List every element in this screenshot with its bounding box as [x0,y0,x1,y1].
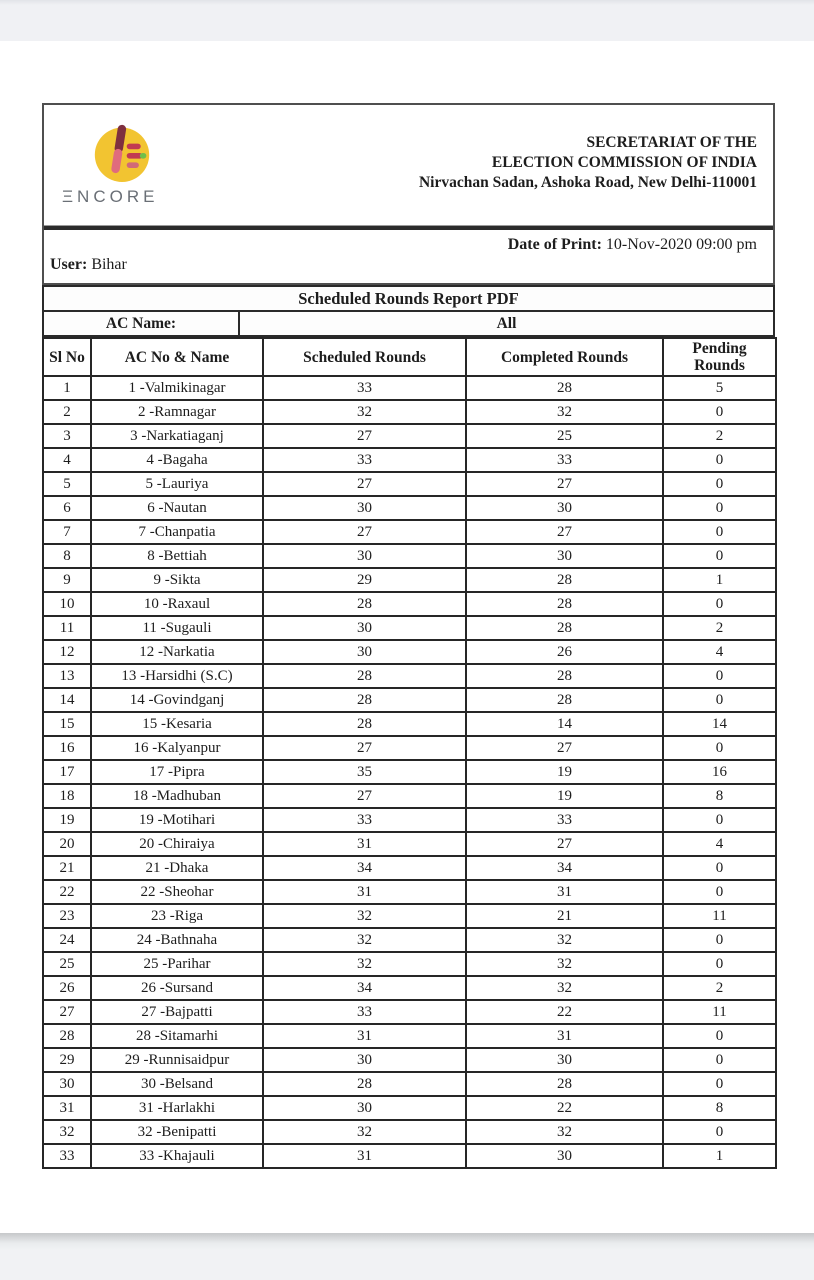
table-cell: 4 [663,640,776,664]
col-header-completed-rounds: Completed Rounds [466,338,663,376]
table-row [43,688,776,712]
table-cell: 28 -Sitamarhi [91,1024,263,1048]
table-cell: 0 [663,1120,776,1144]
table-cell: 33 [263,376,466,400]
table-cell: 31 [263,832,466,856]
table-cell: 26 [466,640,663,664]
table-cell: 30 [263,1096,466,1120]
table-cell: 27 -Bajpatti [91,1000,263,1024]
table-cell: 0 [663,592,776,616]
table-row [43,664,776,688]
table-cell: 5 [43,472,91,496]
table-row [43,472,776,496]
table-cell: 32 [43,1120,91,1144]
table-cell: 19 [43,808,91,832]
table-cell: 32 [263,904,466,928]
table-cell: 14 [663,712,776,736]
encore-logo-text: ΞNCORE [62,187,159,206]
table-cell: 27 [263,784,466,808]
table-cell: 1 [43,376,91,400]
table-row [43,1072,776,1096]
table-cell: 2 [663,424,776,448]
table-row [43,1144,776,1168]
table-cell: 0 [663,952,776,976]
letterhead-meta [44,230,773,287]
org-address [419,133,757,193]
date-of-print-label: Date of Print: [507,236,602,253]
table-cell: 6 [43,496,91,520]
table-cell: 17 [43,760,91,784]
org-line-2: ELECTION COMMISSION OF INDIA [491,154,757,171]
table-cell: 27 [263,472,466,496]
table-cell: 25 -Parihar [91,952,263,976]
encore-logo-icon [92,121,152,183]
table-cell: 21 [466,904,663,928]
table-cell: 31 [263,1144,466,1168]
table-cell: 28 [466,568,663,592]
table-cell: 12 [43,640,91,664]
table-row [43,376,776,400]
table-cell: 27 [466,520,663,544]
table-cell: 17 -Pipra [91,760,263,784]
table-cell: 19 -Motihari [91,808,263,832]
report-title-bar [42,285,775,312]
table-header-row [43,338,776,376]
table-row [43,1048,776,1072]
table-cell: 0 [663,496,776,520]
table-cell: 21 [43,856,91,880]
table-cell: 11 -Sugauli [91,616,263,640]
table-cell: 14 [43,688,91,712]
table-cell: 28 [263,688,466,712]
table-cell: 11 [43,616,91,640]
table-cell: 16 [43,736,91,760]
table-cell: 16 -Kalyanpur [91,736,263,760]
table-cell: 28 [263,1072,466,1096]
table-cell: 28 [466,1072,663,1096]
table-row [43,496,776,520]
table-cell: 26 [43,976,91,1000]
table-cell: 4 [663,832,776,856]
table-cell: 13 -Harsidhi (S.C) [91,664,263,688]
table-row [43,784,776,808]
table-row [43,1120,776,1144]
table-cell: 30 [466,496,663,520]
table-cell: 29 [263,568,466,592]
table-cell: 14 -Govindganj [91,688,263,712]
table-cell: 29 -Runnisaidpur [91,1048,263,1072]
table-cell: 8 [663,1096,776,1120]
table-row [43,808,776,832]
table-cell: 0 [663,664,776,688]
table-cell: 30 [263,496,466,520]
table-cell: 33 [466,448,663,472]
table-cell: 1 [663,1144,776,1168]
table-cell: 34 [263,856,466,880]
table-cell: 21 -Dhaka [91,856,263,880]
table-cell: 27 [466,472,663,496]
table-row [43,568,776,592]
date-of-print-value: 10-Nov-2020 09:00 pm [601,236,757,253]
table-cell: 33 [263,1000,466,1024]
table-cell: 14 [466,712,663,736]
table-cell: 30 [466,544,663,568]
table-cell: 30 [43,1072,91,1096]
table-cell: 1 [663,568,776,592]
table-cell: 27 [466,832,663,856]
table-cell: 30 [263,1048,466,1072]
table-row [43,640,776,664]
table-cell: 4 -Bagaha [91,448,263,472]
table-cell: 20 [43,832,91,856]
table-cell: 2 [663,976,776,1000]
table-cell: 9 [43,568,91,592]
table-cell: 32 [263,952,466,976]
table-cell: 30 [263,544,466,568]
table-cell: 34 [466,856,663,880]
table-cell: 33 [263,808,466,832]
table-cell: 0 [663,544,776,568]
table-cell: 12 -Narkatia [91,640,263,664]
user-value: Bihar [87,256,127,273]
table-cell: 2 [43,400,91,424]
table-body [43,376,776,1168]
ac-name-filter-row [42,312,775,337]
table-cell: 27 [263,736,466,760]
table-cell: 6 -Nautan [91,496,263,520]
table-cell: 31 [43,1096,91,1120]
table-row [43,856,776,880]
table-row [43,544,776,568]
table-cell: 32 [263,1120,466,1144]
scheduled-rounds-table [42,337,777,1169]
table-cell: 32 [466,1120,663,1144]
table-cell: 23 [43,904,91,928]
table-row [43,832,776,856]
ac-name-label: AC Name: [44,312,240,335]
table-cell: 33 [263,448,466,472]
table-cell: 8 -Bettiah [91,544,263,568]
table-cell: 28 [466,688,663,712]
table-cell: 23 -Riga [91,904,263,928]
table-cell: 22 [43,880,91,904]
table-row [43,904,776,928]
table-cell: 25 [43,952,91,976]
table-cell: 0 [663,928,776,952]
table-row [43,976,776,1000]
table-cell: 13 [43,664,91,688]
table-row [43,616,776,640]
table-cell: 2 [663,616,776,640]
table-cell: 4 [43,448,91,472]
table-cell: 30 [263,640,466,664]
table-row [43,928,776,952]
table-cell: 0 [663,808,776,832]
col-header-scheduled-rounds: Scheduled Rounds [263,338,466,376]
table-cell: 34 [263,976,466,1000]
table-cell: 33 -Khajauli [91,1144,263,1168]
viewer-top-bar [0,0,814,41]
report-page [42,103,775,1169]
table-cell: 8 [43,544,91,568]
table-cell: 30 [466,1144,663,1168]
table-cell: 3 [43,424,91,448]
table-cell: 28 [466,664,663,688]
table-cell: 10 [43,592,91,616]
table-cell: 32 -Benipatti [91,1120,263,1144]
table-cell: 24 [43,928,91,952]
table-cell: 0 [663,448,776,472]
table-cell: 0 [663,520,776,544]
table-cell: 11 [663,1000,776,1024]
table-row [43,448,776,472]
user-label: User: [50,256,88,273]
table-cell: 2 -Ramnagar [91,400,263,424]
table-cell: 22 -Sheohar [91,880,263,904]
table-cell: 24 -Bathnaha [91,928,263,952]
table-cell: 8 [663,784,776,808]
table-cell: 7 [43,520,91,544]
table-cell: 31 [263,1024,466,1048]
table-cell: 30 -Belsand [91,1072,263,1096]
table-cell: 27 [263,424,466,448]
ac-name-value: All [496,314,517,332]
table-row [43,1024,776,1048]
table-cell: 32 [263,400,466,424]
date-of-print [50,236,757,254]
table-cell: 11 [663,904,776,928]
table-row [43,952,776,976]
table-cell: 31 [263,880,466,904]
table-row [43,592,776,616]
table-cell: 28 [466,376,663,400]
encore-logo [62,121,182,207]
table-cell: 5 [663,376,776,400]
table-cell: 0 [663,688,776,712]
table-cell: 32 [466,400,663,424]
table-row [43,520,776,544]
table-row [43,1096,776,1120]
table-cell: 28 [466,592,663,616]
table-cell: 25 [466,424,663,448]
table-cell: 0 [663,1072,776,1096]
table-cell: 29 [43,1048,91,1072]
table-cell: 7 -Chanpatia [91,520,263,544]
col-header-slno: Sl No [43,338,91,376]
table-cell: 32 [263,928,466,952]
table-cell: 3 -Narkatiaganj [91,424,263,448]
table-cell: 28 [466,616,663,640]
table-cell: 16 [663,760,776,784]
table-cell: 10 -Raxaul [91,592,263,616]
table-cell: 15 [43,712,91,736]
table-cell: 28 [263,664,466,688]
table-cell: 9 -Sikta [91,568,263,592]
table-row [43,736,776,760]
table-cell: 18 [43,784,91,808]
letterhead-box [42,103,775,285]
table-cell: 0 [663,736,776,760]
table-cell: 28 [263,712,466,736]
letterhead-top [44,105,773,225]
col-header-ac-no-name: AC No & Name [91,338,263,376]
table-cell: 27 [466,736,663,760]
table-cell: 22 [466,1000,663,1024]
viewer-bottom-bar [0,1233,814,1280]
table-cell: 15 -Kesaria [91,712,263,736]
table-cell: 19 [466,784,663,808]
table-cell: 26 -Sursand [91,976,263,1000]
table-cell: 0 [663,472,776,496]
table-cell: 0 [663,856,776,880]
table-cell: 31 [466,1024,663,1048]
table-cell: 31 -Harlakhi [91,1096,263,1120]
table-row [43,400,776,424]
table-cell: 33 [43,1144,91,1168]
col-header-pending-rounds: Pending Rounds [663,338,776,376]
table-cell: 30 [466,1048,663,1072]
table-cell: 32 [466,976,663,1000]
table-row [43,712,776,736]
table-cell: 27 [263,520,466,544]
table-row [43,1000,776,1024]
org-line-3: Nirvachan Sadan, Ashoka Road, New Delhi-110001 [418,174,757,191]
table-row [43,880,776,904]
table-cell: 0 [663,1024,776,1048]
table-cell: 0 [663,880,776,904]
table-cell: 28 [43,1024,91,1048]
table-cell: 20 -Chiraiya [91,832,263,856]
table-cell: 5 -Lauriya [91,472,263,496]
table-cell: 35 [263,760,466,784]
user-line [50,256,757,274]
table-cell: 32 [466,952,663,976]
table-cell: 32 [466,928,663,952]
table-cell: 19 [466,760,663,784]
table-cell: 22 [466,1096,663,1120]
table-cell: 30 [263,616,466,640]
table-cell: 27 [43,1000,91,1024]
table-cell: 18 -Madhuban [91,784,263,808]
table-cell: 0 [663,1048,776,1072]
table-cell: 33 [466,808,663,832]
org-line-1: SECRETARIAT OF THE [586,134,757,151]
table-cell: 1 -Valmikinagar [91,376,263,400]
table-row [43,760,776,784]
table-row [43,424,776,448]
table-cell: 31 [466,880,663,904]
table-cell: 28 [263,592,466,616]
report-title: Scheduled Rounds Report PDF [298,288,519,308]
table-cell: 0 [663,400,776,424]
